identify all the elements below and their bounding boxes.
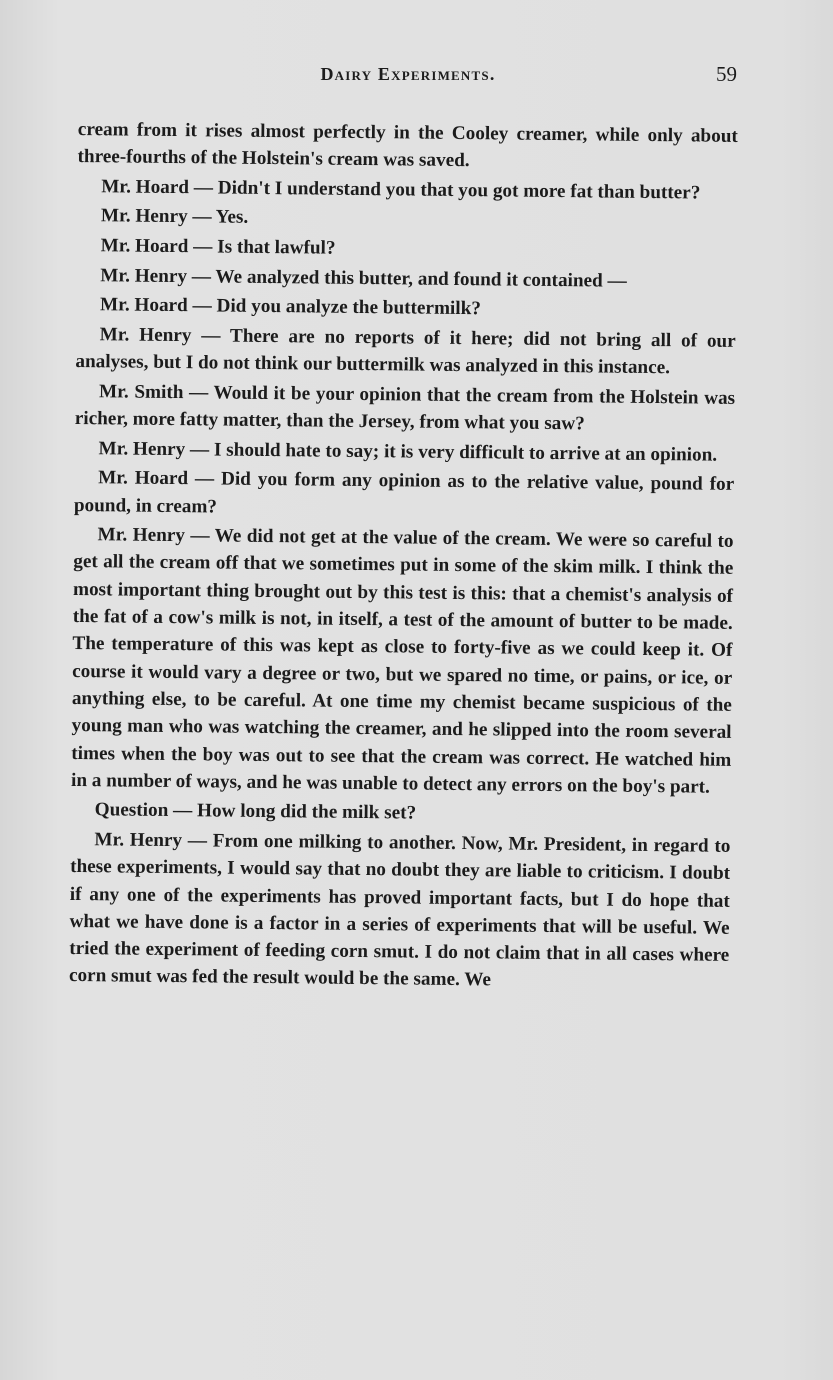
- paragraph: Mr. Hoard — Is that lawful?: [100, 235, 336, 259]
- paragraph: Mr. Smith — Would it be your opinion that the cream from the Holstein was richer, more fatty matter, than the Jersey, from what you saw?: [74, 380, 736, 435]
- paragraph: Mr. Henry — I should hate to say; it is very difficult to arrive at an opinion.: [98, 437, 718, 466]
- paragraph: cream from it rises almost perfectly in the Cooley creamer, while only about three-fourths of the Holstein's cream was saved.: [77, 118, 738, 172]
- paragraph: Mr. Hoard — Did you form any opinion as to the relative value, pound for pound, in cream?: [73, 467, 735, 518]
- running-title: Dairy Experiments.: [320, 64, 496, 84]
- paragraph: Mr. Henry — There are no reports of it here; did not bring all of our analyses, but I do not think our buttermilk was analyzed in this instance.: [75, 324, 736, 379]
- paragraph: Mr. Henry — Yes.: [100, 205, 249, 229]
- page-number: 59: [716, 62, 737, 86]
- paragraph: Mr. Henry — We analyzed this butter, and found it contained —: [100, 264, 627, 292]
- running-head: [0, 62, 833, 92]
- paragraph: Mr. Hoard — Didn't I understand you that you got more fat than butter?: [101, 176, 701, 204]
- paragraph: Mr. Henry — From one milking to another. Now, Mr. President, in regard to these experiments, I would say that no doubt they are liable to criticism. I doubt if any one of the experiments has proved important facts, but I do hope that what we have done is a factor in a series of experiments that will be useful. We tried the experiment of feeding corn smut. I do not claim that in all cases where corn smut was fed the result would be the same. We: [68, 829, 731, 991]
- body-text: [69, 116, 738, 999]
- paragraph: Mr. Hoard — Did you analyze the buttermilk?: [99, 294, 482, 320]
- paragraph: Question — How long did the milk set?: [94, 799, 417, 824]
- paragraph: Mr. Henry — We did not get at the value of the cream. We were so careful to get all the cream off that we sometimes put in some of the skim milk. I think the most important thing brought out by this test is this: that a chemist's analysis of the fat of a cow's milk is not, in itself, a test of the amount of butter to be made. The temperature of this was kept as close to forty-five as we could keep it. Of course it would vary a degree or two, but we spared no time, or pains, or ice, or anything else, to be careful. At one time my chemist became suspicious of the young man who was watching the creamer, and he slipped into the room several times when the boy was out to see that the cream was correct. He watched him in a number of ways, and he was unable to detect any errors on the boy's part.: [70, 524, 734, 798]
